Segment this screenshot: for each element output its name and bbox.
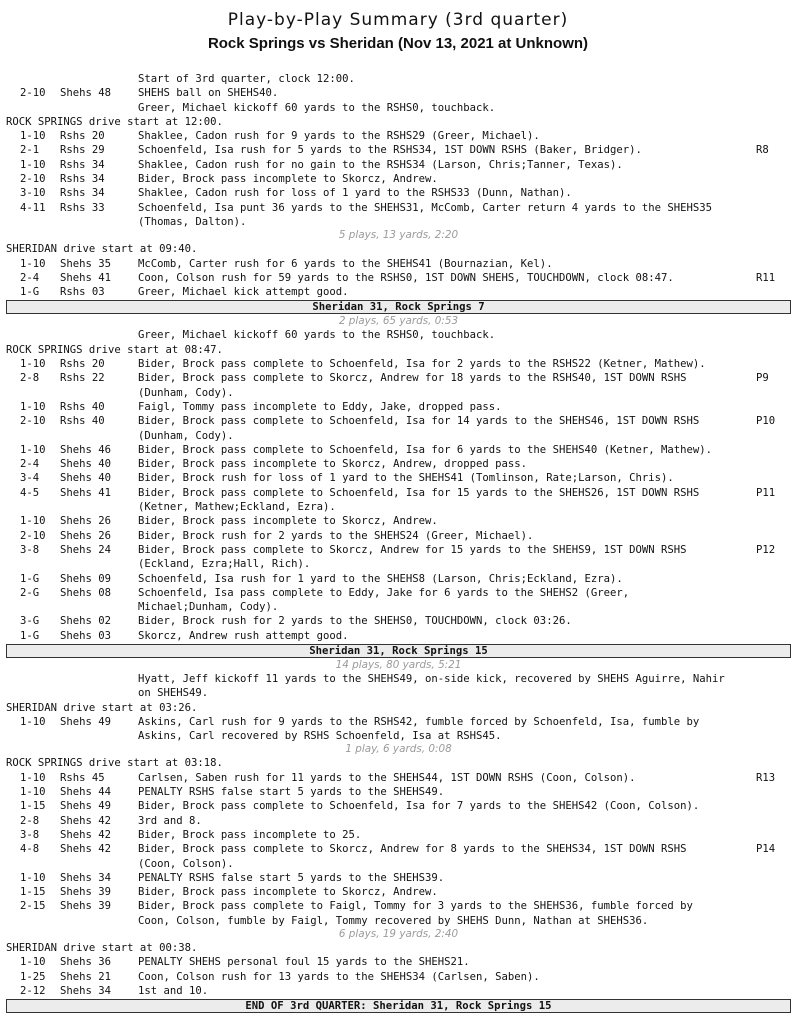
- play-row: [6, 158, 791, 172]
- play-down-distance: 1-10: [20, 158, 46, 171]
- play-down-distance: 4-8: [20, 843, 40, 856]
- play-row: [6, 86, 791, 100]
- play-spot: Shehs 35: [60, 257, 112, 270]
- play-spot: Rshs 03: [60, 286, 105, 299]
- play-down-distance: 2-10: [20, 87, 46, 100]
- play-row: [6, 828, 791, 842]
- play-spot: Rshs 22: [60, 372, 105, 385]
- play-down-distance: 3-G: [20, 615, 40, 628]
- play-text: Askins, Carl rush for 9 yards to the RSHS42, fumble forced by Schoenfeld, Isa, fumble by Askins, Carl recovered by RSHS Schoenfeld, Isa at RSHS45.: [138, 715, 700, 743]
- play-down-distance: 2-8: [20, 372, 40, 385]
- play-text: Bider, Brock rush for 2 yards to the SHEHS0, TOUCHDOWN, clock 03:26.: [138, 615, 572, 628]
- play-row: [6, 814, 791, 828]
- play-text: Shaklee, Cadon rush for loss of 1 yard to the RSHS33 (Dunn, Nathan).: [138, 187, 572, 200]
- play-text: Bider, Brock pass complete to Skorcz, Andrew for 18 yards to the RSHS40, 1ST DOWN RSHS (Dunham, Cody).: [138, 372, 687, 399]
- play-spot: Shehs 40: [60, 472, 112, 485]
- play-text: Hyatt, Jeff kickoff 11 yards to the SHEHS49, on-side kick, recovered by SHEHS Aguirre, Nahir on SHEHS49.: [138, 672, 725, 700]
- play-spot: Shehs 21: [60, 970, 112, 983]
- play-spot: Shehs 34: [60, 984, 112, 997]
- play-row: [6, 586, 791, 615]
- play-spot: Shehs 42: [60, 843, 112, 856]
- play-down-distance: 1-25: [20, 970, 46, 983]
- play-down-distance: 2-4: [20, 458, 40, 471]
- play-text: Bider, Brock pass complete to Faigl, Tommy for 3 yards to the SHEHS36, fumble forced by Coon, Colson, fumble by Faigl, Tommy recovered by SHEHS Dunn, Nathan at SHEHS36.: [138, 900, 693, 927]
- play-row: [6, 371, 791, 400]
- play-down-distance: 3-8: [20, 828, 40, 841]
- play-row: [6, 443, 791, 457]
- play-spot: Shehs 39: [60, 900, 112, 913]
- play-down-distance: 1-G: [20, 286, 40, 299]
- play-spot: Shehs 49: [60, 800, 112, 813]
- play-text: McComb, Carter rush for 6 yards to the SHEHS41 (Bournazian, Kel).: [138, 257, 553, 270]
- play-text: Greer, Michael kickoff 60 yards to the RSHS0, touchback.: [138, 329, 496, 342]
- play-row: [6, 143, 791, 157]
- play-spot: Rshs 20: [60, 130, 105, 143]
- play-marker: R11: [756, 271, 776, 284]
- play-text: Faigl, Tommy pass incomplete to Eddy, Jake, dropped pass.: [138, 400, 502, 413]
- play-spot: Shehs 08: [60, 586, 112, 599]
- play-down-distance: 1-10: [20, 786, 46, 799]
- play-row: [6, 672, 791, 701]
- play-marker: R13: [756, 771, 776, 784]
- play-down-distance: 2-12: [20, 984, 46, 997]
- play-text: Bider, Brock rush for 2 yards to the SHEHS24 (Greer, Michael).: [138, 529, 534, 542]
- play-text: Skorcz, Andrew rush attempt good.: [138, 629, 349, 642]
- play-spot: Shehs 26: [60, 529, 112, 542]
- score-banner: Sheridan 31, Rock Springs 15: [6, 644, 791, 658]
- play-row: [6, 984, 791, 998]
- play-spot: Shehs 41: [60, 486, 112, 499]
- play-row: [6, 514, 791, 528]
- play-down-distance: 1-10: [20, 871, 46, 884]
- drive-header: ROCK SPRINGS drive start at 08:47.: [6, 343, 223, 356]
- play-text: Greer, Michael kickoff 60 yards to the RSHS0, touchback.: [138, 101, 496, 114]
- play-down-distance: 4-11: [20, 201, 46, 214]
- page-title: Play-by-Play Summary (3rd quarter): [227, 10, 569, 30]
- play-text: Bider, Brock pass complete to Schoenfeld, Isa for 6 yards to the SHEHS40 (Ketner, Mathew).: [138, 443, 713, 456]
- play-spot: Shehs 09: [60, 572, 112, 585]
- play-down-distance: 2-10: [20, 415, 46, 428]
- play-text: Bider, Brock pass complete to Schoenfeld, Isa for 14 yards to the SHEHS46, 1ST DOWN RSHS (Dunham, Cody).: [138, 415, 700, 442]
- play-down-distance: 3-4: [20, 472, 40, 485]
- play-spot: Rshs 33: [60, 201, 105, 214]
- play-down-distance: 2-8: [20, 814, 40, 827]
- play-spot: Rshs 29: [60, 144, 105, 157]
- play-marker: P12: [756, 543, 776, 556]
- play-down-distance: 1-10: [20, 358, 46, 371]
- play-text: Bider, Brock rush for loss of 1 yard to the SHEHS41 (Tomlinson, Rate;Larson, Chris).: [138, 472, 674, 485]
- play-row: [6, 400, 791, 414]
- play-marker: P10: [756, 415, 776, 428]
- play-down-distance: 1-10: [20, 257, 46, 270]
- game-subtitle: Rock Springs vs Sheridan (Nov 13, 2021 at Unknown): [207, 35, 589, 52]
- play-marker: R8: [756, 144, 769, 157]
- play-text: Bider, Brock pass incomplete to Skorcz, Andrew.: [138, 515, 438, 528]
- play-row: [6, 970, 791, 984]
- play-row: [6, 899, 791, 928]
- play-spot: Shehs 02: [60, 615, 112, 628]
- play-row: [6, 271, 791, 285]
- play-down-distance: 1-G: [20, 572, 40, 585]
- play-row: [6, 186, 791, 200]
- play-text: Bider, Brock pass complete to Schoenfeld, Isa for 15 yards to the SHEHS26, 1ST DOWN RSHS (Ketner, Mathew;Eckland, Ezra).: [138, 486, 700, 514]
- play-marker: P14: [756, 843, 776, 856]
- play-spot: Rshs 40: [60, 400, 105, 413]
- drive-summary: 6 plays, 19 yards, 2:40: [338, 928, 459, 941]
- play-by-play-list: [6, 72, 791, 1014]
- play-row: [6, 101, 791, 115]
- play-text: PENALTY RSHS false start 5 yards to the SHEHS49.: [138, 786, 445, 799]
- play-row: [6, 357, 791, 371]
- play-down-distance: 2-G: [20, 586, 40, 599]
- play-spot: Shehs 40: [60, 458, 112, 471]
- play-down-distance: 1-15: [20, 886, 46, 899]
- play-row: [6, 955, 791, 969]
- play-down-distance: 2-15: [20, 900, 46, 913]
- play-row: [6, 842, 791, 871]
- play-text: Carlsen, Saben rush for 11 yards to the SHEHS44, 1ST DOWN RSHS (Coon, Colson).: [138, 771, 636, 784]
- drive-header: SHERIDAN drive start at 09:40.: [6, 243, 198, 256]
- play-row: [6, 414, 791, 443]
- play-spot: Shehs 44: [60, 786, 112, 799]
- play-down-distance: 4-5: [20, 486, 40, 499]
- play-down-distance: 3-8: [20, 543, 40, 556]
- play-spot: Rshs 20: [60, 358, 105, 371]
- play-text: Coon, Colson rush for 59 yards to the RSHS0, 1ST DOWN SHEHS, TOUCHDOWN, clock 08:47.: [138, 271, 674, 284]
- play-down-distance: 1-G: [20, 629, 40, 642]
- play-spot: Shehs 46: [60, 443, 112, 456]
- play-down-distance: 2-1: [20, 144, 40, 157]
- play-row: [6, 129, 791, 143]
- play-text: Schoenfeld, Isa pass complete to Eddy, Jake for 6 yards to the SHEHS2 (Greer, Michael;Dunham, Cody).: [138, 586, 630, 614]
- play-row: [6, 614, 791, 628]
- play-spot: Shehs 24: [60, 543, 112, 556]
- play-row: [6, 457, 791, 471]
- play-spot: Shehs 03: [60, 629, 112, 642]
- play-row: [6, 771, 791, 785]
- play-down-distance: 2-4: [20, 271, 40, 284]
- drive-header: SHERIDAN drive start at 00:38.: [6, 942, 198, 955]
- play-text: Schoenfeld, Isa rush for 5 yards to the RSHS34, 1ST DOWN RSHS (Baker, Bridger).: [138, 144, 642, 157]
- play-text: Coon, Colson rush for 13 yards to the SHEHS34 (Carlsen, Saben).: [138, 970, 540, 983]
- play-text: Shaklee, Cadon rush for 9 yards to the RSHS29 (Greer, Michael).: [138, 130, 540, 143]
- play-text: Schoenfeld, Isa punt 36 yards to the SHEHS31, McComb, Carter return 4 yards to the SHEHS35 (Thomas, Dalton).: [138, 201, 713, 228]
- play-spot: Shehs 48: [60, 87, 112, 100]
- play-spot: Shehs 36: [60, 956, 112, 969]
- play-down-distance: 3-10: [20, 187, 46, 200]
- play-text: PENALTY SHEHS personal foul 15 yards to the SHEHS21.: [138, 956, 470, 969]
- play-down-distance: 2-10: [20, 529, 46, 542]
- play-row: [6, 72, 791, 86]
- play-text: Greer, Michael kick attempt good.: [138, 286, 349, 299]
- play-row: [6, 328, 791, 342]
- play-row: [6, 799, 791, 813]
- play-row: [6, 471, 791, 485]
- play-down-distance: 1-10: [20, 956, 46, 969]
- play-text: Bider, Brock pass incomplete to Skorcz, Andrew.: [138, 173, 438, 186]
- play-spot: Shehs 42: [60, 814, 112, 827]
- play-marker: P11: [756, 486, 776, 499]
- play-down-distance: 1-10: [20, 771, 46, 784]
- play-spot: Shehs 41: [60, 271, 112, 284]
- play-text: 3rd and 8.: [138, 814, 202, 827]
- play-text: Shaklee, Cadon rush for no gain to the RSHS34 (Larson, Chris;Tanner, Texas).: [138, 158, 623, 171]
- play-row: [6, 572, 791, 586]
- play-row: [6, 201, 791, 230]
- drive-header: ROCK SPRINGS drive start at 12:00.: [6, 115, 223, 128]
- play-down-distance: 1-15: [20, 800, 46, 813]
- play-spot: Rshs 45: [60, 771, 105, 784]
- play-row: [6, 543, 791, 572]
- drive-header: SHERIDAN drive start at 03:26.: [6, 701, 198, 714]
- play-row: [6, 885, 791, 899]
- play-marker: P9: [756, 372, 769, 385]
- play-spot: Rshs 34: [60, 187, 105, 200]
- drive-header: ROCK SPRINGS drive start at 03:18.: [6, 757, 223, 770]
- play-text: Bider, Brock pass complete to Skorcz, Andrew for 15 yards to the SHEHS9, 1ST DOWN RSHS (Eckland, Ezra;Hall, Rich).: [138, 543, 687, 571]
- play-spot: Shehs 42: [60, 828, 112, 841]
- play-down-distance: 1-10: [20, 130, 46, 143]
- play-down-distance: 2-10: [20, 173, 46, 186]
- play-text: Schoenfeld, Isa rush for 1 yard to the SHEHS8 (Larson, Chris;Eckland, Ezra).: [138, 572, 623, 585]
- play-row: [6, 715, 791, 744]
- drive-summary: 2 plays, 65 yards, 0:53: [338, 315, 459, 328]
- play-spot: Shehs 26: [60, 515, 112, 528]
- play-spot: Rshs 40: [60, 415, 105, 428]
- play-text: SHEHS ball on SHEHS40.: [138, 87, 279, 100]
- play-text: Bider, Brock pass incomplete to Skorcz, Andrew, dropped pass.: [138, 458, 528, 471]
- play-row: [6, 785, 791, 799]
- score-banner: END OF 3rd QUARTER: Sheridan 31, Rock Springs 15: [6, 999, 791, 1013]
- play-row: [6, 629, 791, 643]
- play-text: PENALTY RSHS false start 5 yards to the SHEHS39.: [138, 871, 445, 884]
- play-text: Start of 3rd quarter, clock 12:00.: [138, 73, 355, 85]
- play-row: [6, 285, 791, 299]
- play-spot: Shehs 39: [60, 886, 112, 899]
- play-down-distance: 1-10: [20, 400, 46, 413]
- play-text: Bider, Brock pass incomplete to Skorcz, Andrew.: [138, 886, 438, 899]
- play-row: [6, 871, 791, 885]
- play-text: Bider, Brock pass complete to Skorcz, Andrew for 8 yards to the SHEHS34, 1ST DOWN RSHS (Coon, Colson).: [138, 843, 687, 870]
- play-row: [6, 486, 791, 515]
- drive-summary: 1 play, 6 yards, 0:08: [345, 743, 452, 756]
- play-row: [6, 172, 791, 186]
- play-row: [6, 257, 791, 271]
- play-down-distance: 1-10: [20, 715, 46, 728]
- play-spot: Shehs 34: [60, 871, 112, 884]
- play-down-distance: 1-10: [20, 443, 46, 456]
- play-text: 1st and 10.: [138, 984, 209, 997]
- play-text: Bider, Brock pass complete to Schoenfeld, Isa for 7 yards to the SHEHS42 (Coon, Colson).: [138, 800, 700, 813]
- play-spot: Rshs 34: [60, 158, 105, 171]
- play-spot: Rshs 34: [60, 173, 105, 186]
- play-down-distance: 1-10: [20, 515, 46, 528]
- play-row: [6, 529, 791, 543]
- score-banner: Sheridan 31, Rock Springs 7: [6, 300, 791, 314]
- drive-summary: 14 plays, 80 yards, 5:21: [335, 658, 462, 671]
- drive-summary: 5 plays, 13 yards, 2:20: [338, 229, 459, 242]
- play-spot: Shehs 49: [60, 715, 112, 728]
- play-text: Bider, Brock pass complete to Schoenfeld, Isa for 2 yards to the RSHS22 (Ketner, Mathew).: [138, 358, 706, 371]
- play-text: Bider, Brock pass incomplete to 25.: [138, 828, 362, 841]
